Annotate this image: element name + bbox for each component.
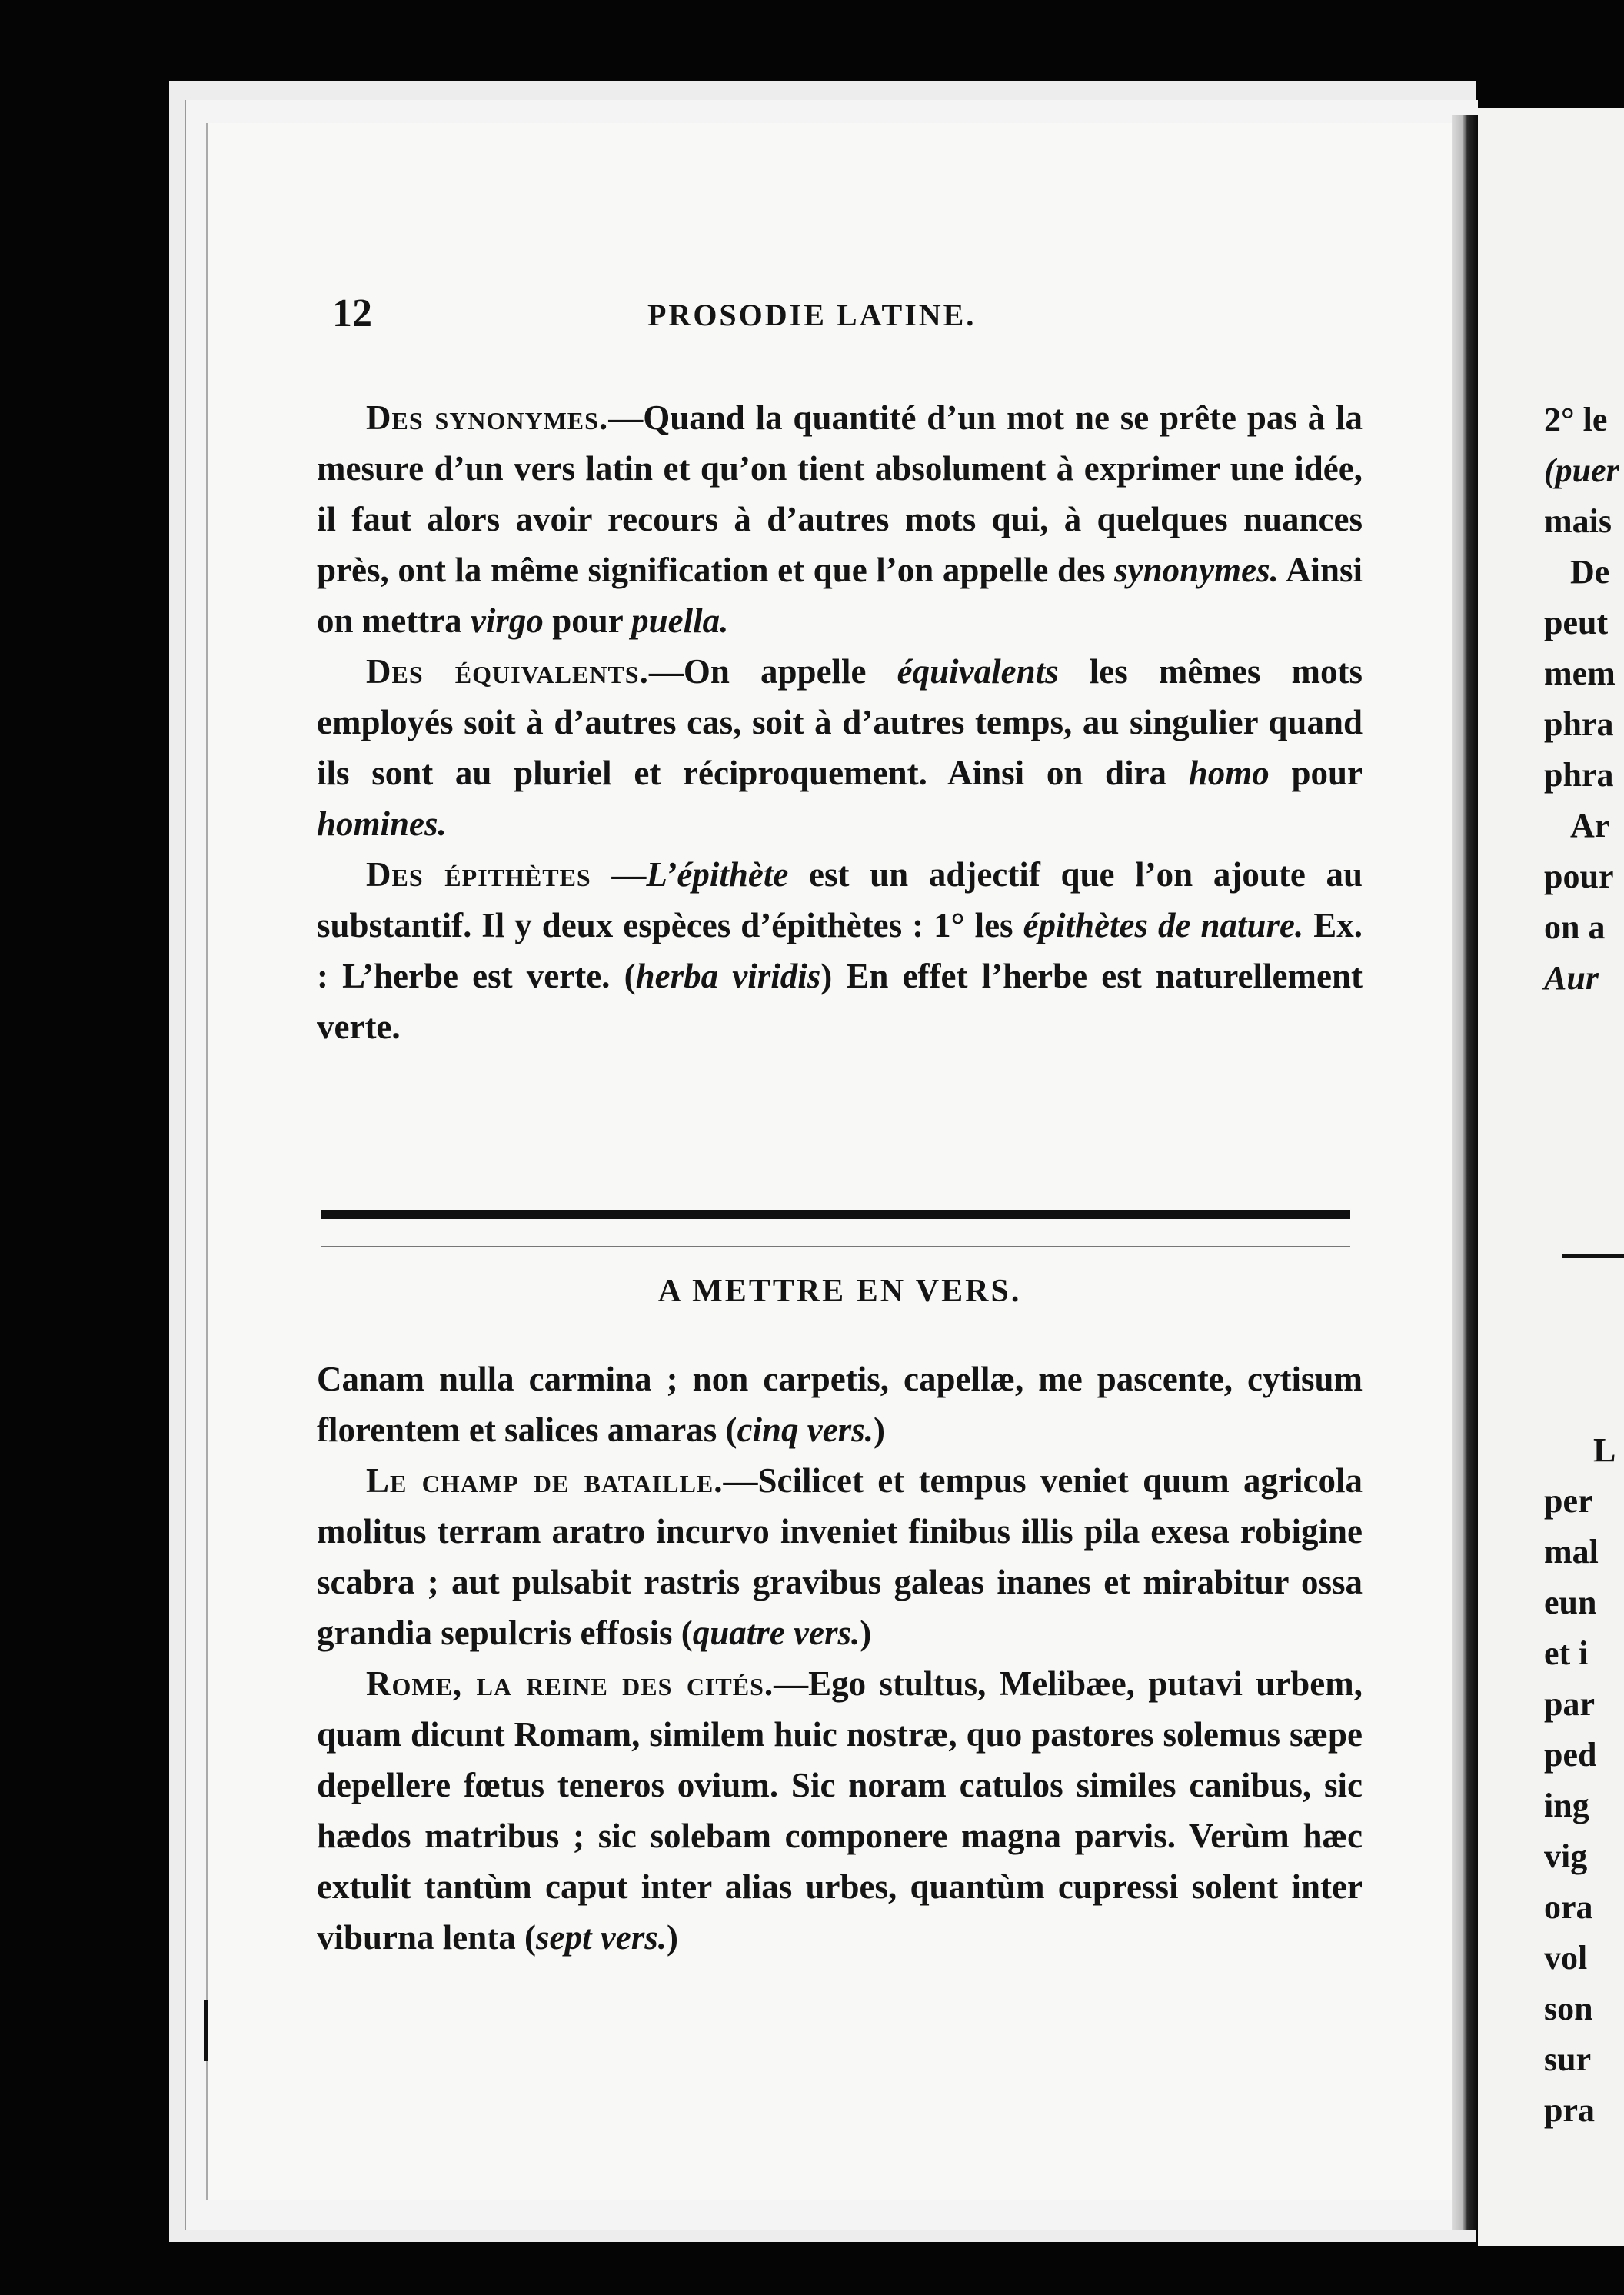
example-homo: homo [1188, 754, 1270, 792]
term-synonymes: synonymes. [1114, 551, 1279, 589]
text-equivalents-3: pour [1269, 754, 1363, 792]
adjacent-page [1478, 108, 1624, 2246]
adjacent-line: 2° le [1544, 401, 1608, 438]
adjacent-divider [1562, 1254, 1624, 1258]
adjacent-line: per [1544, 1482, 1593, 1520]
adjacent-line: Aur [1544, 959, 1599, 997]
adjacent-line: par [1544, 1685, 1595, 1723]
adjacent-line: (puer [1544, 451, 1619, 489]
exercise-title: A METTRE EN VERS. [657, 1274, 1022, 1309]
example-puella: puella. [631, 601, 729, 640]
paragraph-epithetes [317, 849, 1363, 1052]
adjacent-line: mal [1544, 1533, 1599, 1571]
note-sept-vers: sept vers. [536, 1918, 667, 1957]
text-synonymes-2: Ainsi on mettra [317, 551, 1363, 640]
paragraph-champ-de-bataille [317, 1455, 1363, 1658]
adjacent-line: L [1593, 1431, 1616, 1469]
text-champ: —Scilicet et tempus veniet quum agricola molitus terram aratro incurvo inveniet finibus illis pila exesa robigine scabra ; aut pulsabit rastris gravibus galeas inanes et mirabitur ossa grandia sepulcris effosis ( [317, 1461, 1363, 1652]
adjacent-line: ing [1544, 1787, 1589, 1824]
text-synonymes-1: —Quand la quantité d’un mot ne se prête pas à la mesure d’un vers latin et qu’on tient absolument à exprimer une idée, il faut alors avoir recours à d’autres mots qui, à quelques nuances près, ont la même signification et que l’on appelle des [317, 398, 1363, 589]
text-canam: Canam nulla carmina ; non carpetis, capellæ, me pascente, cytisum florentem et salices amaras ( [317, 1360, 1363, 1449]
book-gutter [1452, 115, 1478, 2230]
section-divider-thick [321, 1210, 1350, 1219]
adjacent-line: phra [1544, 756, 1614, 794]
example-herba-viridis: herba viridis [635, 957, 821, 995]
text-canam-close: ) [873, 1411, 885, 1449]
heading-rome: Rome, la reine des cités. [366, 1664, 774, 1703]
note-cinq-vers: cinq vers. [737, 1411, 874, 1449]
paragraph-equivalents [317, 646, 1363, 849]
paragraph-canam [317, 1354, 1363, 1455]
example-virgo: virgo [470, 601, 544, 640]
adjacent-line: vig [1544, 1837, 1588, 1875]
section-divider-thin [321, 1246, 1350, 1247]
paragraph-rome [317, 1658, 1363, 1963]
running-head: PROSODIE LATINE. [647, 298, 977, 332]
adjacent-line: ped [1544, 1736, 1597, 1774]
page-number: 12 [332, 291, 372, 335]
adjacent-line: peut [1544, 604, 1609, 641]
adjacent-line: mem [1544, 655, 1616, 692]
text-synonymes-3: pour [543, 601, 632, 640]
adjacent-line: son [1544, 1990, 1593, 2027]
adjacent-line: sur [1544, 2040, 1592, 2078]
text-equivalents-2: les mêmes mots employés soit à d’autres cas, soit à d’autres temps, au singulier quand ils sont au pluriel et réciproquement. Ainsi on dira [317, 652, 1363, 792]
text-champ-close: ) [860, 1614, 872, 1652]
adjacent-line: pra [1544, 2091, 1595, 2129]
heading-champ-de-bataille: Le champ de bataille. [366, 1461, 724, 1500]
heading-equivalents: Des équivalents. [366, 652, 649, 691]
term-epithete: L’épithète [646, 855, 789, 894]
heading-synonymes: Des synonymes. [366, 398, 609, 437]
adjacent-line: phra [1544, 705, 1614, 743]
adjacent-line: vol [1544, 1939, 1588, 1977]
term-equivalents: équivalents [897, 652, 1059, 691]
adjacent-line: pour [1544, 858, 1614, 895]
text-equivalents-1: —On appelle [648, 652, 897, 691]
text-epithetes-4: ) En effet l’herbe est naturellement verte. [317, 957, 1363, 1046]
note-quatre-vers: quatre vers. [692, 1614, 860, 1652]
adjacent-line: Ar [1570, 807, 1610, 844]
page-header [317, 291, 1363, 337]
section-prosody-notes [317, 392, 1363, 1052]
adjacent-line: et i [1544, 1634, 1589, 1672]
section-exercises [317, 1354, 1363, 1963]
paragraph-synonymes [317, 392, 1363, 646]
page-edge-mark [204, 2000, 208, 2061]
text-epithetes-1: — [591, 855, 647, 894]
heading-epithetes: Des épithètes [366, 855, 591, 894]
adjacent-line: on a [1544, 908, 1606, 946]
adjacent-line: ora [1544, 1888, 1593, 1926]
adjacent-line: De [1570, 553, 1610, 591]
text-epithetes-2: est un adjectif que l’on ajoute au substantif. Il y deux espèces d’épithètes : 1° les [317, 855, 1363, 944]
adjacent-line: mais [1544, 502, 1612, 540]
example-homines: homines. [317, 804, 447, 843]
term-epithetes-de-nature: épithètes de nature. [1023, 906, 1304, 944]
text-rome-close: ) [667, 1918, 678, 1957]
text-epithetes-3: Ex. : L’herbe est verte. ( [317, 906, 1363, 995]
adjacent-line: eun [1544, 1584, 1597, 1621]
text-rome: —Ego stultus, Melibæe, putavi urbem, quam dicunt Romam, similem huic nostræ, quo pastores solemus sæpe depellere fœtus teneros ovium. Sic noram catulos similes canibus, sic hædos matribus ; sic solebam componere magna parvis. Verùm hæc extulit tantùm caput inter alias urbes, quantùm cupressi solent inter viburna lenta ( [317, 1664, 1363, 1957]
